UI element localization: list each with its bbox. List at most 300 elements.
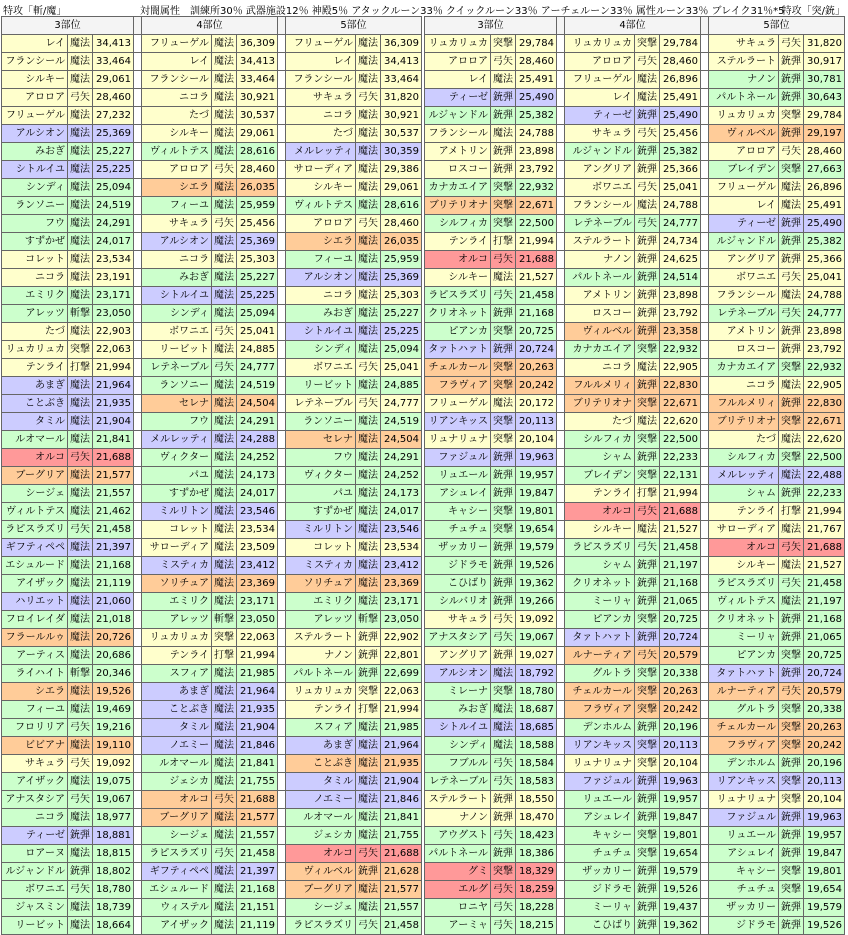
group-gap [134,71,142,89]
attack-type: 銃弾 [779,251,804,269]
character-name: たづ [286,125,356,143]
table-row [2,827,422,845]
damage-value: 18,664 [93,917,134,935]
damage-value: 21,577 [381,881,422,899]
damage-value: 23,050 [93,305,134,323]
attack-type: 魔法 [68,269,93,287]
damage-value: 30,359 [381,143,422,161]
attack-type: 魔法 [212,665,237,683]
table-row [2,467,422,485]
attack-type: 突撃 [779,449,804,467]
table-row [425,557,845,575]
attack-type: 魔法 [68,575,93,593]
attack-type: 斬撃 [212,611,237,629]
group-gap [557,881,565,899]
character-name: すずかぜ [286,503,356,521]
character-name: サキュラ [142,215,212,233]
ranking-table-slash-magic [1,16,422,935]
group-gap [278,827,286,845]
character-name: フラヴィア [565,701,635,719]
damage-value: 29,784 [516,35,557,53]
character-name: みおぎ [142,269,212,287]
attack-type: 魔法 [212,539,237,557]
table-row [425,449,845,467]
damage-value: 22,932 [516,179,557,197]
character-name: クリオネット [425,305,491,323]
damage-value: 22,488 [804,467,845,485]
attack-type: 魔法 [68,35,93,53]
character-name: オルコ [425,251,491,269]
damage-value: 19,957 [516,467,557,485]
attack-type: 魔法 [68,917,93,935]
character-name: シージェ [142,827,212,845]
group-gap [134,593,142,611]
character-name: スフィア [286,719,356,737]
character-name: ジェシカ [142,773,212,791]
damage-value: 19,801 [660,827,701,845]
group-gap [278,773,286,791]
group-gap [557,737,565,755]
attack-type: 突撃 [635,755,660,773]
group-gap [701,251,709,269]
character-name: ジドラモ [425,557,491,575]
character-name: フブルル [425,755,491,773]
group-gap [557,215,565,233]
group-gap [278,413,286,431]
attack-type: 魔法 [356,431,381,449]
character-name: タァトハァト [425,341,491,359]
attack-type: 魔法 [356,251,381,269]
character-name: ルナーティア [565,647,635,665]
group-gap [278,863,286,881]
attack-type: 斬撃 [356,611,381,629]
group-gap [134,197,142,215]
attack-type: 突撃 [635,611,660,629]
attack-type: 魔法 [68,611,93,629]
group-gap [134,539,142,557]
attack-type: 突撃 [779,413,804,431]
table-row [425,863,845,881]
damage-value: 24,519 [237,377,278,395]
group-gap [557,161,565,179]
attack-type: 魔法 [212,827,237,845]
character-name: あまぎ [142,683,212,701]
attack-type: 弓矢 [491,755,516,773]
character-name: サキュラ [286,89,356,107]
table-row [2,503,422,521]
character-name: アルシオン [425,665,491,683]
attack-type: 銃弾 [491,647,516,665]
character-name: たづ [2,323,68,341]
damage-value: 18,685 [516,719,557,737]
attack-type: 銃弾 [491,575,516,593]
character-name: リュカリュカ [142,629,212,647]
damage-value: 26,035 [381,233,422,251]
damage-value: 19,092 [93,755,134,773]
damage-value: 28,460 [237,161,278,179]
character-name: エシュルード [2,557,68,575]
damage-value: 28,616 [237,143,278,161]
attack-type: 魔法 [491,395,516,413]
group-gap [557,107,565,125]
character-name: ヴィルトテス [286,197,356,215]
attack-type: 突撃 [635,395,660,413]
attack-type: 魔法 [68,377,93,395]
group-gap [134,107,142,125]
attack-type: 突撃 [779,881,804,899]
table-row [425,737,845,755]
character-name: チュチュ [425,521,491,539]
attack-type: 突撃 [779,161,804,179]
damage-value: 24,291 [237,413,278,431]
attack-type: 魔法 [779,197,804,215]
attack-type: 魔法 [212,575,237,593]
group-gap [557,845,565,863]
table-row [2,809,422,827]
damage-value: 21,935 [237,701,278,719]
character-name: サキュラ [425,611,491,629]
group-gap [557,629,565,647]
attack-type: 弓矢 [491,881,516,899]
group-gap [278,287,286,305]
character-name: シトルイユ [2,161,68,179]
attack-type: 銃弾 [491,467,516,485]
attack-type: 銃弾 [491,107,516,125]
character-name: カナカエイア [425,179,491,197]
damage-value: 24,788 [660,197,701,215]
damage-value: 28,460 [660,53,701,71]
character-name: ブリテリオナ [565,395,635,413]
attack-type: 突撃 [491,359,516,377]
damage-value: 24,173 [381,485,422,503]
character-name: アロロア [2,89,68,107]
damage-value: 25,366 [660,161,701,179]
group-gap [701,215,709,233]
damage-value: 21,462 [93,503,134,521]
character-name: ミレーナ [425,683,491,701]
character-name: リュカリュカ [565,35,635,53]
character-name: エミリク [142,593,212,611]
group-gap [701,593,709,611]
attack-type: 銃弾 [635,287,660,305]
group-gap [134,899,142,917]
damage-value: 21,065 [660,593,701,611]
group-gap [134,215,142,233]
attack-type: 魔法 [68,215,93,233]
damage-value: 20,113 [804,773,845,791]
character-name: たづ [565,413,635,431]
character-name: グルトラ [709,701,779,719]
group-gap [134,323,142,341]
damage-value: 22,620 [660,413,701,431]
attack-type: 魔法 [635,413,660,431]
character-name: アメトリン [709,323,779,341]
damage-value: 24,734 [660,233,701,251]
table-row [425,647,845,665]
damage-value: 19,526 [516,557,557,575]
attack-type: 突撃 [212,629,237,647]
character-name: アーミャ [425,917,491,935]
group-gap [701,827,709,845]
damage-value: 25,094 [93,179,134,197]
group-gap [701,485,709,503]
attack-type: 魔法 [212,71,237,89]
attack-type: 魔法 [68,899,93,917]
table-row [425,53,845,71]
character-name: ブリテリオナ [425,197,491,215]
attack-type: 魔法 [212,449,237,467]
character-name: アナスタシア [425,629,491,647]
table-row [2,845,422,863]
damage-value: 24,777 [237,359,278,377]
character-name: こひばり [425,575,491,593]
attack-type: 銃弾 [779,485,804,503]
damage-value: 18,329 [516,863,557,881]
damage-value: 21,458 [93,521,134,539]
damage-value: 25,491 [516,71,557,89]
damage-value: 21,168 [804,611,845,629]
character-name: タミル [142,719,212,737]
damage-value: 18,228 [516,899,557,917]
attack-type: 魔法 [635,89,660,107]
damage-value: 21,841 [237,755,278,773]
damage-value: 18,687 [516,701,557,719]
character-name: シルキー [2,71,68,89]
attack-type: 銃弾 [779,53,804,71]
group-gap [557,809,565,827]
attack-type: 魔法 [356,539,381,557]
group-gap [134,773,142,791]
table-row [2,161,422,179]
attack-type: 魔法 [212,395,237,413]
damage-value: 18,583 [516,773,557,791]
group-gap [278,683,286,701]
character-name: ウィステル [142,899,212,917]
damage-value: 20,113 [516,413,557,431]
ranking-table-pierce-gun [424,16,845,935]
table-row [425,197,845,215]
attack-type: 突撃 [635,431,660,449]
character-name: ブーグリア [286,881,356,899]
damage-value: 24,514 [660,269,701,287]
character-name: シルバリオ [425,593,491,611]
table-row [2,917,422,935]
group-gap [701,575,709,593]
attack-type: 弓矢 [212,323,237,341]
damage-value: 25,959 [381,251,422,269]
damage-value: 22,233 [804,485,845,503]
character-name: ヴィルトテス [2,503,68,521]
table-row [425,35,845,53]
group-gap [557,647,565,665]
attack-type: 魔法 [68,683,93,701]
damage-value: 31,820 [804,35,845,53]
character-name: リアンキッス [425,413,491,431]
damage-value: 18,792 [516,665,557,683]
group-gap [557,395,565,413]
character-name: テンライ [425,233,491,251]
character-name: シトルイユ [286,323,356,341]
attack-type: 銃弾 [491,809,516,827]
group-gap [701,467,709,485]
attack-type: 魔法 [68,593,93,611]
table-row [2,683,422,701]
group-gap [278,665,286,683]
attack-type: 突撃 [779,863,804,881]
group-gap [701,539,709,557]
attack-type: 突撃 [779,791,804,809]
table-row [425,269,845,287]
attack-type: 魔法 [356,557,381,575]
group-gap [557,719,565,737]
character-name: アロロア [565,53,635,71]
attack-type: 魔法 [68,539,93,557]
character-name: アロロア [286,215,356,233]
damage-value: 19,801 [804,863,845,881]
group-gap [701,755,709,773]
attack-type: 打撃 [491,233,516,251]
damage-value: 21,755 [381,827,422,845]
character-name: フウ [286,449,356,467]
group-gap [557,539,565,557]
attack-type: 魔法 [356,161,381,179]
character-name: アナスタシア [2,791,68,809]
header-bar [0,0,848,17]
attack-type: 魔法 [356,809,381,827]
damage-value: 20,104 [660,755,701,773]
attack-type: 弓矢 [68,719,93,737]
character-name: アイザック [2,575,68,593]
attack-type: 銃弾 [356,629,381,647]
attack-type: 弓矢 [68,755,93,773]
attack-type: 魔法 [779,593,804,611]
group-gap [557,431,565,449]
group-gap [278,557,286,575]
character-name: シルキー [286,179,356,197]
character-name: リービット [142,341,212,359]
character-name: ブレイデン [565,467,635,485]
damage-value: 21,688 [237,791,278,809]
character-name: シンディ [286,341,356,359]
table-row [2,701,422,719]
group-gap [278,485,286,503]
damage-value: 19,654 [660,845,701,863]
table-row [2,611,422,629]
damage-value: 24,885 [237,341,278,359]
damage-value: 21,397 [237,863,278,881]
attack-type: 銃弾 [779,341,804,359]
damage-value: 21,841 [93,431,134,449]
damage-value: 21,688 [804,539,845,557]
group-gap [701,665,709,683]
attack-type: 魔法 [356,899,381,917]
damage-value: 25,041 [381,359,422,377]
damage-value: 23,191 [93,269,134,287]
table-row [425,395,845,413]
group-gap [278,629,286,647]
group-gap [557,359,565,377]
character-name: ジェシカ [286,827,356,845]
attack-type: 魔法 [491,701,516,719]
table-row [425,899,845,917]
character-name: フロイレイダ [2,611,68,629]
header-left-title: 特攻「斬/魔」 [3,6,67,17]
attack-type: 弓矢 [635,647,660,665]
character-name: ソリチュア [142,575,212,593]
attack-type: 魔法 [212,233,237,251]
damage-value: 19,067 [516,629,557,647]
damage-value: 30,537 [237,107,278,125]
attack-type: 銃弾 [491,89,516,107]
group-gap [557,827,565,845]
damage-value: 21,577 [93,467,134,485]
table-row [2,575,422,593]
damage-value: 23,898 [516,143,557,161]
damage-value: 20,338 [660,665,701,683]
character-name: シルキー [565,521,635,539]
character-name: デンホルム [565,719,635,737]
table-row [425,179,845,197]
character-name: ミスティカ [286,557,356,575]
attack-type: 弓矢 [635,503,660,521]
character-name: ランソニー [286,413,356,431]
table-row [2,197,422,215]
damage-value: 24,885 [381,377,422,395]
attack-type: 魔法 [212,503,237,521]
group-gap [557,269,565,287]
attack-type: 弓矢 [491,53,516,71]
table-row [425,611,845,629]
attack-type: 弓矢 [635,539,660,557]
damage-value: 20,725 [660,611,701,629]
character-name: ランソニー [142,377,212,395]
attack-type: 魔法 [212,881,237,899]
character-name: テンライ [709,503,779,521]
character-name: リアンキッス [709,773,779,791]
damage-value: 19,526 [660,881,701,899]
character-name: ヴィルトテス [142,143,212,161]
damage-value: 21,119 [93,575,134,593]
attack-type: 突撃 [491,503,516,521]
damage-value: 22,063 [93,341,134,359]
attack-type: 魔法 [212,35,237,53]
damage-value: 21,935 [93,395,134,413]
damage-value: 20,724 [804,665,845,683]
group-gap [278,341,286,359]
character-name: アロロア [709,143,779,161]
character-name: ラピスラズリ [709,575,779,593]
attack-type: 魔法 [356,413,381,431]
damage-value: 21,964 [381,737,422,755]
group-gap [701,881,709,899]
damage-value: 24,252 [381,467,422,485]
group-gap [134,917,142,935]
damage-value: 21,994 [93,359,134,377]
damage-value: 22,699 [381,665,422,683]
character-name: メルレッティ [286,143,356,161]
character-name: ボワニエ [286,359,356,377]
damage-value: 23,792 [804,341,845,359]
character-name: アシュレイ [565,809,635,827]
damage-value: 25,382 [804,233,845,251]
group-title: 3部位 [2,17,134,35]
character-name: デンホルム [709,755,779,773]
character-name: あまぎ [2,377,68,395]
attack-type: 魔法 [212,593,237,611]
group-gap [278,359,286,377]
damage-value: 21,065 [804,629,845,647]
character-name: ボワニエ [2,881,68,899]
